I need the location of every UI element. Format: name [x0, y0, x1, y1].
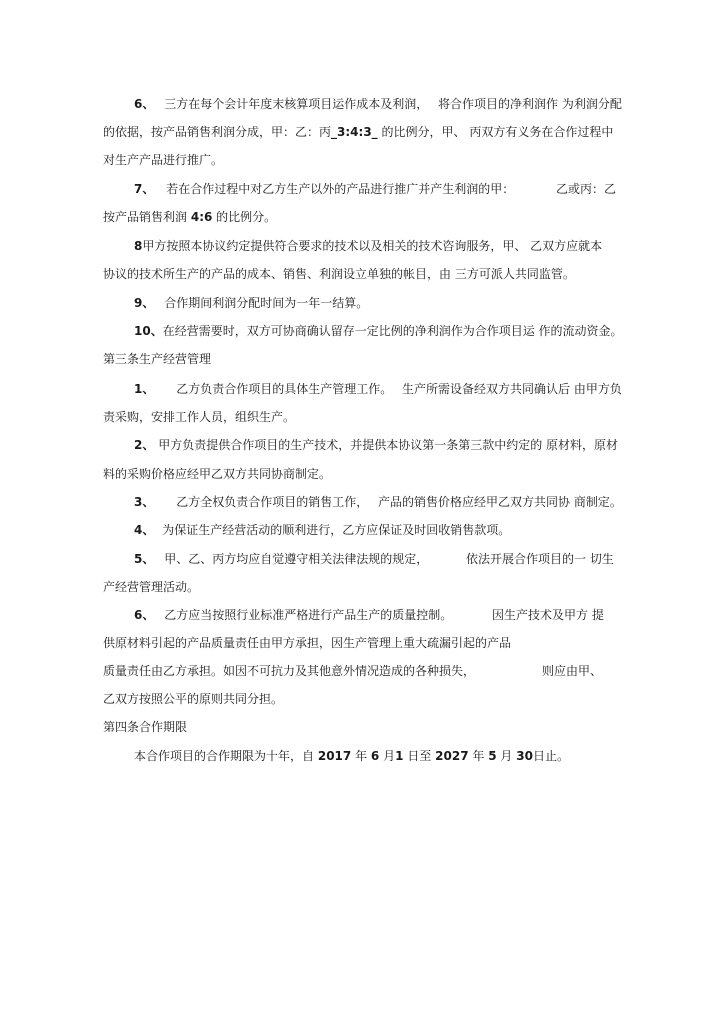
item-6-line-2	[103, 124, 613, 140]
text: 生产所需设备经双方共同确认后 由甲方负	[402, 382, 622, 396]
text: 责采购，安排工作人员，组织生产。	[103, 410, 296, 424]
date-value: 2017	[317, 749, 352, 763]
item-9	[134, 295, 368, 311]
section-title: 第三条生产经营管理	[103, 352, 212, 366]
text: 将合作项目的净利润作 为利润分配	[438, 97, 622, 111]
text: 乙方全权负责合作项目的销售工作，	[176, 495, 369, 509]
text: 甲方按照本协议约定提供符合要求的技术以及相关的技术咨询服务，甲、 乙双方应就本	[142, 239, 603, 253]
item-number: 3、	[134, 495, 155, 509]
text: 日止。	[532, 749, 569, 763]
item-8-line-2	[103, 266, 575, 282]
text: 乙方负责合作项目的具体生产管理工作。	[176, 382, 393, 396]
item-7-line-1-tail	[556, 181, 616, 197]
text: 日至	[407, 749, 432, 763]
item-7-line-1	[134, 181, 514, 197]
item-number: 2、	[134, 438, 155, 452]
item-8-line-1	[134, 238, 602, 254]
item-6-line-1	[134, 96, 622, 112]
section-3-item-6-line-1	[134, 607, 452, 623]
text: 按产品销售利润	[103, 210, 188, 224]
date-value: 30	[516, 749, 533, 763]
section-3-item-1-line-2	[103, 409, 295, 425]
section-4-paragraph	[134, 748, 569, 764]
section-title: 第四条合作期限	[103, 720, 188, 734]
text: 的比例分。	[216, 210, 277, 224]
item-number: 4、	[134, 523, 155, 537]
text: 甲、乙、丙方均应自觉遵守相关法律法规的规定，	[164, 552, 429, 566]
text: 本合作项目的合作期限为十年，自	[134, 749, 315, 763]
text: 在经营需要时，双方可协商确认留存一定比例的净利润作为合作项目运 作的流动资金。	[162, 324, 623, 338]
section-3-item-6-line-3-tail	[542, 663, 602, 679]
date-value: 5	[488, 749, 497, 763]
text: 合作期间利润分配时间为一年一结算。	[164, 296, 369, 310]
text: 年	[355, 749, 368, 763]
item-number: 10、	[134, 324, 163, 338]
text: 协议的技术所生产的产品的成本、销售、利润设立单独的帐目，由 三方可派人共同监管。	[103, 267, 575, 281]
date-value: 2027	[435, 749, 469, 763]
text: 年	[472, 749, 485, 763]
item-7-line-2	[103, 209, 276, 225]
section-3-item-6-line-1-tail	[492, 607, 604, 623]
text: 则应由甲、	[542, 664, 603, 678]
item-number: 8	[134, 239, 143, 253]
item-number: 6、	[134, 608, 155, 622]
section-3-item-2-line-2	[103, 466, 331, 482]
text: 甲方负责提供合作项目的生产技术，并提供本协议第一条第三款中约定的 原材料，原材	[158, 438, 619, 452]
item-number: 9、	[134, 296, 155, 310]
text: 乙双方按照公平的原则共同分担。	[103, 692, 284, 706]
text: 月	[500, 749, 513, 763]
item-number: 5、	[134, 552, 155, 566]
section-3-item-5-line-1-tail	[466, 551, 614, 567]
section-3-item-6-line-4	[103, 691, 283, 707]
ratio-value: _3:4:3_	[331, 125, 378, 139]
section-3-item-6-line-3	[103, 663, 475, 679]
text: 产品的销售价格应经甲乙双方共同协 商制定。	[378, 495, 622, 509]
text: 依法开展合作项目的一 切生	[466, 552, 614, 566]
text: 的依据，按产品销售利润分成，甲：乙：丙	[103, 125, 332, 139]
text: 产经营管理活动。	[103, 580, 200, 594]
section-4-heading	[103, 719, 187, 735]
text: 质量责任由乙方承担。如因不可抗力及其他意外情况造成的各种损失，	[103, 664, 476, 678]
ratio-value: 4:6	[190, 210, 213, 224]
text: 为保证生产经营活动的顺利进行，乙方应保证及时回收销售款项。	[162, 523, 511, 537]
item-10	[134, 323, 623, 339]
text: 因生产技术及甲方 提	[492, 608, 604, 622]
text: 若在合作过程中对乙方生产以外的产品进行推广并产生利润的甲：	[166, 182, 515, 196]
date-value: 1	[395, 749, 404, 763]
section-3-item-5-line-2	[103, 579, 199, 595]
text: 料的采购价格应经甲乙双方共同协商制定。	[103, 467, 332, 481]
text: 对生产产品进行推广。	[103, 153, 224, 167]
section-3-item-1-line-1	[134, 381, 622, 397]
text: 的比例分，甲、 丙双方有义务在合作过程中	[381, 125, 614, 139]
text: 月	[383, 749, 396, 763]
text: 乙或丙：乙	[556, 182, 617, 196]
date-value: 6	[370, 749, 380, 763]
text: 供原材料引起的产品质量责任由甲方承担，因生产管理上重大疏漏引起的产品	[103, 636, 512, 650]
text: 乙方应当按照行业标准严格进行产品生产的质量控制。	[164, 608, 453, 622]
section-3-item-3	[134, 494, 622, 510]
item-number: 1、	[134, 382, 155, 396]
section-3-item-2-line-1	[134, 437, 618, 453]
text: 三方在每个会计年度末核算项目运作成本及利润，	[164, 97, 429, 111]
section-3-item-5-line-1	[134, 551, 428, 567]
section-3-heading	[103, 351, 211, 367]
item-6-line-3	[103, 152, 223, 168]
item-number: 6、	[134, 97, 155, 111]
section-3-item-4	[134, 522, 510, 538]
item-number: 7、	[134, 182, 155, 196]
section-3-item-6-line-2	[103, 635, 511, 651]
